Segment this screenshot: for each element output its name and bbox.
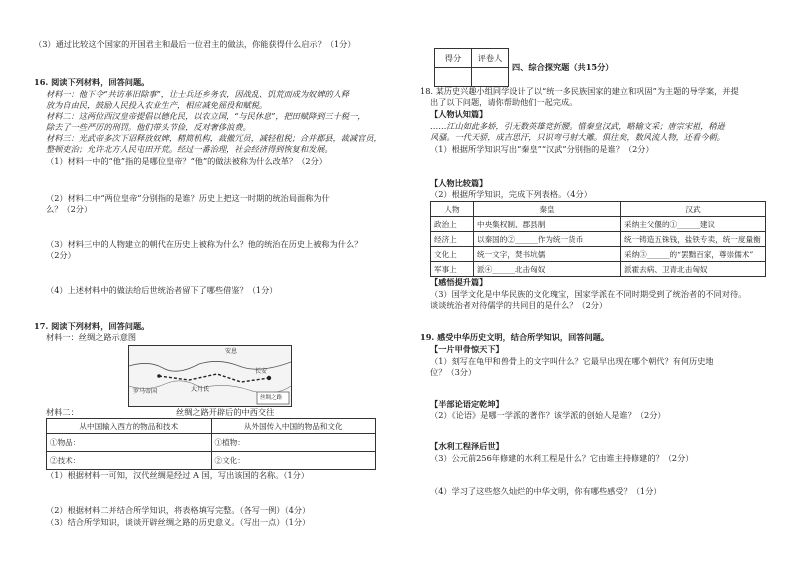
q18-row-culture-han[interactable]: 采纳③______的“罢黜百家，尊崇儒术” [621,247,766,262]
q15-part3: （3）通过比较这个国家的开国君主和最后一位君主的做法，你能获得什么启示？（1分） [34,39,356,49]
q17-part2: （2）根据材料二并结合所学知识，将表格填写完整。（各写一例）（4分） [46,505,311,515]
rome-marker [157,374,161,378]
map-legend-label: 丝绸之路 [260,395,283,401]
q18-compare-table [430,201,766,277]
q18-row-culture-qin: 统一文字，焚书坑儒 [474,247,621,262]
q18-row-culture-label: 文化上 [431,247,474,262]
q19-part3: （3）公元前256年修建的水利工程是什么？它由谁主持修建的？（2分） [430,453,694,463]
q17-part3: （3）结合所学知识，谈谈开辟丝绸之路的历史意义。（写出一点）（1分） [46,517,311,527]
table-row [431,247,766,262]
q16-material3-line1: 材料三：光武帝多次下诏释放奴婢，精简机构，裁撤冗员，减轻租税；合并郡县，裁减官员， [46,133,382,143]
q16-material2-line2: 除去了一些严厉的刑罚。他们带头节俭，反对奢侈浪费。 [46,122,251,132]
grader-cell[interactable] [472,68,509,87]
q19-part1-line1: （1）刻写在龟甲和兽骨上的文字叫什么？它最早出现在哪个朝代？有何历史地 [430,356,714,366]
score-label: 得分 [435,49,472,68]
section-4-heading: 四、综合探究题（共15分） [512,62,614,72]
q18-row-military-han: 派霍去病、卫青北击匈奴 [621,262,766,277]
q19-tag-water: 【水利工程泽后世】 [430,441,504,451]
q19-tag-analects: 【半部论语定乾坤】 [430,399,504,409]
table-row [47,452,376,470]
q16-part2-line2: 么？（2分） [46,204,93,214]
table-header-row [431,202,766,217]
score-cell[interactable] [435,68,472,87]
q17-table-header-export: 从中国输入西方的物品和技术 [47,419,212,434]
q18-row-politics-han[interactable]: 采纳主父偃的①______建议 [621,217,766,232]
q16-part3-line1: （3）材料三中的人物建立的朝代在历史上被称为什么？他的统治在历史上被称为什么？ [46,239,363,249]
q16-part4: （4）上述材料中的做法给后世统治者留下了哪些借鉴？（1分） [46,285,278,295]
map-label-anxi: 安息 [225,348,238,355]
q18-row-military-qin[interactable]: 派④______北击匈奴 [474,262,621,277]
q19-tag-oracle: 【一片甲骨惊天下】 [430,344,504,354]
q18-table-header-qin: 秦皇 [474,202,621,217]
q17-material1: 材料一：丝绸之路示意图 [46,332,137,342]
changan-marker [267,376,271,380]
q16-part2-line1: （2）材料二中“两位皇帝”分别指的是谁？历史上把这一时期的统治局面称为什 [46,193,330,203]
q18-tag-people: 【人物认知篇】 [430,109,488,119]
table-row [47,434,376,452]
grader-label: 评卷人 [472,49,509,68]
table-row [431,217,766,232]
table-row [431,262,766,277]
q17-title: 17. 阅读下列材料，回答问题。 [34,321,150,331]
q16-material3-line2: 整顿吏治；允许北方人民屯田开荒。经过一番治理，社会经济得到恢复和发展。 [46,144,333,154]
q18-row-economy-label: 经济上 [431,232,474,247]
q17-material2: 材料二： [46,407,79,417]
q17-table-title: 丝绸之路开辟后的中西交往 [176,407,275,417]
q17-part1: （1）根据材料一可知，汉代丝绸是经过 A 国，写出该国的名称。（1分） [46,470,310,480]
q17-table-header-import: 从外国传入中国的物品和文化 [211,419,376,434]
q17-table-cell-goods[interactable]: ①物品： [47,434,212,452]
q19-part2: （2）《论语》是哪一学派的著作？该学派的创始人是谁？（2分） [430,410,666,420]
q16-part3-line2: （2分） [46,250,76,260]
q18-part1: （1）根据所学知识写出“秦皇”“汉武”分别指的是谁？（2分） [430,144,654,154]
q17-table-cell-plants[interactable]: ①植物： [211,434,376,452]
map-label-yuezhi: 大月氏 [191,386,210,393]
map-label-changan: 长安 [255,368,268,375]
q16-material1-line1: 材料一：他下令“共访革旧除事”，让士兵还乡务农，因战乱、饥荒而成为奴婢的人释 [46,89,350,99]
q18-line1: 18. 某历史兴趣小组同学设计了以“统一多民族国家的建立和巩固”为主题的导学案，并提 [420,86,739,96]
q18-tag-insight: 【感悟提升篇】 [430,277,488,287]
q18-row-politics-qin: 中央集权制、郡县制 [474,217,621,232]
q18-part3-line2: 谈谈统治者对待儒学的共同目的是什么？（2分） [430,300,608,310]
table-header-row [47,419,376,434]
q18-tag-compare: 【人物比较篇】 [430,178,488,188]
table-row [431,232,766,247]
q17-table-cell-culture[interactable]: ②文化： [211,452,376,470]
q18-row-politics-label: 政治上 [431,217,474,232]
q16-material1-line2: 放为自由民，鼓励人民投入农业生产，相应减免徭役和赋税。 [46,100,268,110]
score-box [434,48,509,87]
q19-part1-line2: 位？（3分） [430,367,477,377]
q16-material2-line1: 材料二：这两位西汉皇帝提倡以德化民，以农立国，“与民休息”，把田赋降到三十税一， [46,111,366,121]
q19-part4: （4）学习了这些悠久灿烂的中华文明，你有哪些感受？（1分） [430,486,662,496]
q18-table-header-han: 汉武 [621,202,766,217]
q18-table-header-person: 人物 [431,202,474,217]
q18-line2: 出了以下问题，请你帮助他们一起完成。 [430,97,578,107]
q16-title: 16. 阅读下列材料，回答问题。 [34,77,150,87]
silk-road-map [128,345,292,407]
q18-row-economy-qin[interactable]: 以秦国的②______作为统一货币 [474,232,621,247]
right-column [400,0,794,561]
q18-part2: （2）根据所学知识，完成下列表格。（4分） [430,189,592,199]
map-label-rome: 罗马帝国 [133,388,158,395]
q17-table-cell-tech[interactable]: ②技术： [47,452,212,470]
q18-row-economy-han: 统一铸造五铢钱，盐铁专卖，统一度量衡 [621,232,766,247]
q16-part1: （1）材料一中的“他”指的是哪位皇帝？“他”的做法被称为什么改革？（2分） [46,156,327,166]
q19-title: 19. 感受中华历史文明，结合所学知识，回答问题。 [420,332,610,342]
q18-poem-line2: 风骚。一代天骄，成吉思汗，只识弯弓射大雕。俱往矣，数风流人物，还看今朝。 [430,132,725,142]
q18-part3-line1: （3）国学文化是中华民族的文化瑰宝，国家学派在不同时期受到了统治者的不同对待。 [430,289,747,299]
q18-poem-line1: ……江山如此多娇，引无数英雄竞折腰。惜秦皇汉武，略输文采；唐宗宋祖，稍逊 [430,121,725,131]
q18-row-military-label: 军事上 [431,262,474,277]
q17-exchange-table [46,418,376,470]
